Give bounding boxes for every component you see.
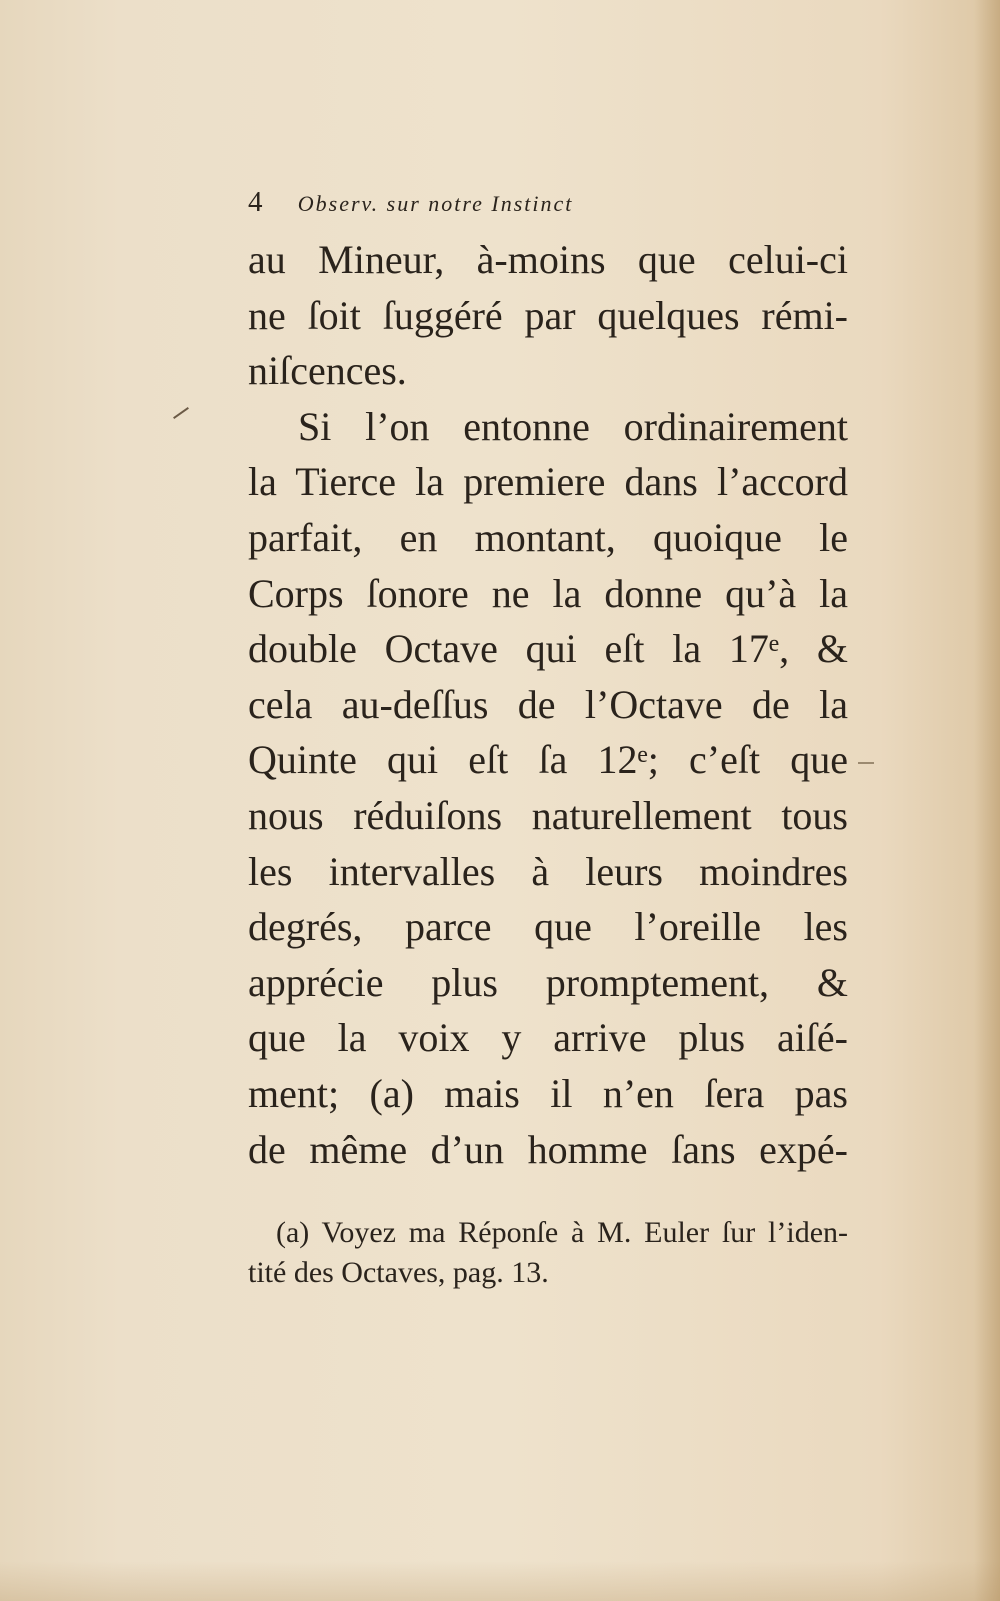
footnote-line: (a) Voyez ma Réponſe à M. Euler ſur l’iden- (276, 1216, 848, 1249)
text-line: la Tierce la premiere dans l’accord (248, 459, 848, 505)
running-title: Observ. sur notre Instinct (297, 191, 574, 216)
text-line: degrés, parce que l’oreille les (248, 904, 848, 950)
text-line: double Octave qui eſt la 17ᵉ, & (248, 626, 848, 672)
text-line: niſcences. (248, 348, 407, 394)
text-line: ne ſoit ſuggéré par quelques rémi- (248, 292, 848, 338)
text-line: nous réduiſons naturellement tous (248, 792, 848, 838)
running-header (248, 186, 573, 219)
text-line: ment; (a) mais il n’en ſera pas (248, 1070, 848, 1116)
text-line: au Mineur, à-moins que celui-ci (248, 237, 848, 282)
footnote-line: tité des Octaves, pag. 13. (248, 1256, 549, 1289)
text-line: Si l’on entonne ordinairement (298, 403, 848, 449)
text-line: que la voix y arrive plus aiſé- (248, 1015, 848, 1061)
text-line: Quinte qui eſt ſa 12ᵉ; c’eſt que (248, 737, 848, 783)
margin-pencil-mark (173, 407, 189, 419)
text-line: cela au-deſſus de l’Octave de la (248, 681, 848, 727)
text-line: les intervalles à leurs moindres (248, 848, 848, 894)
page-number: 4 (248, 186, 264, 218)
page-bottom-edge (0, 1561, 1000, 1601)
text-line: parfait, en montant, quoique le (248, 514, 848, 560)
footnote (248, 1213, 848, 1293)
text-line: Corps ſonore ne la donne qu’à la (248, 570, 848, 616)
text-line: apprécie plus promptement, & (248, 959, 848, 1005)
text-line: de même d’un homme ſans expé- (248, 1126, 848, 1172)
main-text (248, 232, 848, 1177)
margin-tick-mark (858, 762, 874, 764)
